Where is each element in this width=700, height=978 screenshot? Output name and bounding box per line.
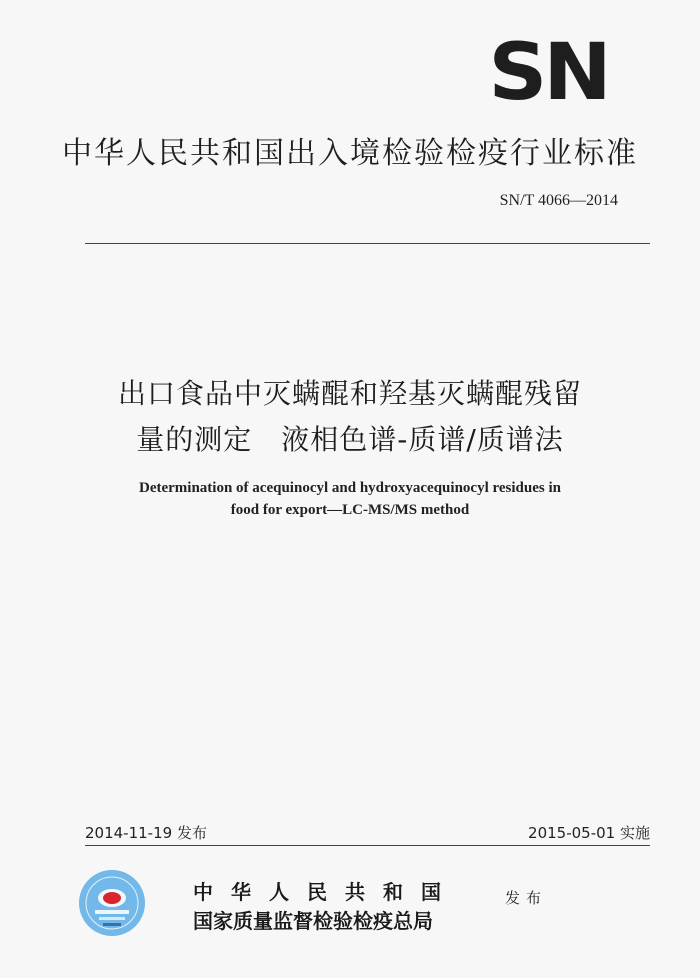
implementation-date: 2015-05-01 实施 <box>528 824 650 842</box>
chinese-title-line1: 出口食品中灭螨醌和羟基灭螨醌残留 <box>117 377 582 410</box>
publisher-seal-icon <box>77 868 147 938</box>
standard-category-title: 中华人民共和国出入境检验检疫行业标准 <box>62 136 638 171</box>
chinese-title-line2: 量的测定 液相色谱-质谱/质谱法 <box>136 423 564 456</box>
issue-date: 2014-11-19 发布 <box>85 824 207 842</box>
sn-logo: SN <box>488 28 608 118</box>
top-divider <box>85 243 650 244</box>
issue-label: 发布 <box>505 889 548 907</box>
bottom-divider <box>85 845 650 846</box>
english-title-line2: food for export—LC-MS/MS method <box>230 502 470 518</box>
issuer-line1: 中华人民共和国 <box>193 880 459 904</box>
issuing-authority <box>193 876 459 934</box>
english-title-line1: Determination of acequinocyl and hydroxyacequinocyl residues in <box>139 480 561 496</box>
standard-number: SN/T 4066—2014 <box>499 192 618 209</box>
issuer-line2: 国家质量监督检验检疫总局 <box>193 909 433 933</box>
